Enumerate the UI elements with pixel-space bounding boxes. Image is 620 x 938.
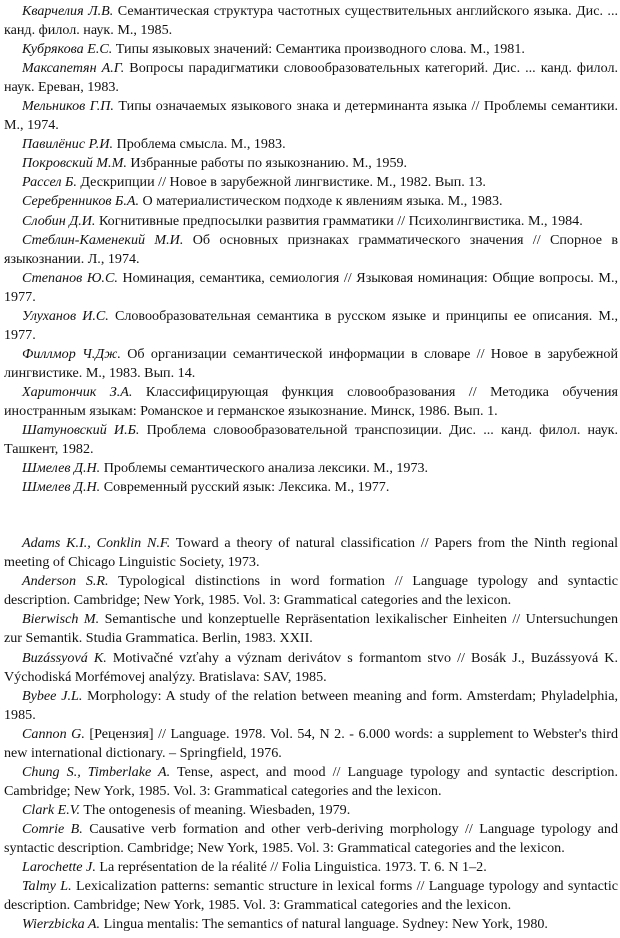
reference-entry — [4, 2, 618, 40]
reference-entry — [4, 154, 618, 173]
reference-author: Wierzbicka A. — [22, 916, 101, 933]
reference-text: Номинация, семантика, семиология // Языковая номинация: Общие вопросы. М., 1977. — [4, 269, 618, 305]
section-gap — [0, 497, 620, 534]
reference-text: Toward a theory of natural classification // Papers from the Ninth regional meeting of Chicago Linguistic Society, 1973. — [4, 535, 619, 571]
reference-entry — [4, 383, 618, 421]
reference-author: Степанов Ю.С. — [22, 269, 118, 286]
reference-text: Словообразовательная семантика в русском языке и принципы ее описания. М., 1977. — [4, 307, 618, 343]
reference-entry — [4, 801, 618, 820]
reference-text: Morphology: A study of the relation between meaning and form. Amsterdam; Phyladelphia, 1985. — [4, 687, 618, 723]
reference-author: Шмелев Д.Н. — [22, 460, 101, 477]
reference-text: Современный русский язык: Лексика. М., 1977. — [103, 479, 390, 496]
reference-author: Павилёнис Р.И. — [22, 136, 114, 153]
reference-text: Об основных признаках грамматического значения // Спорное в языкознании. Л., 1974. — [4, 231, 618, 267]
reference-entry — [4, 307, 618, 345]
reference-entry — [4, 534, 618, 572]
reference-text: Когнитивные предпосылки развития грамматики // Психолингвистика. М., 1984. — [98, 212, 583, 229]
reference-author: Adams K.I., Conklin N.F. — [22, 535, 171, 552]
reference-entry — [4, 478, 618, 497]
reference-text: Вопросы парадигматики словообразовательных категорий. Дис. ... канд. филол. наук. Ереван, 1983. — [4, 60, 619, 96]
reference-entry — [4, 421, 618, 459]
reference-text: Motivačné vzťahy a význam derivátov s formantom stvo // Bosák J., Buzássyová K. Východiská Morfémovej analýzy. Bratislava: SAV, 1985. — [4, 649, 618, 685]
reference-author: Покровский М.М. — [22, 155, 127, 172]
reference-text: Типы означаемых языкового знака и детерминанта языка // Проблемы семантики. М., 1974. — [4, 98, 619, 134]
bibliography-page — [0, 2, 620, 934]
reference-entry — [4, 572, 618, 610]
reference-entry — [4, 820, 618, 858]
reference-entry — [4, 192, 618, 211]
reference-author: Cannon G. — [22, 725, 85, 742]
reference-author: Улуханов И.С. — [22, 307, 109, 324]
reference-entry — [4, 212, 618, 231]
reference-author: Стеблин-Каменекий М.И. — [22, 231, 184, 248]
reference-entry — [4, 459, 618, 478]
reference-entry — [4, 649, 618, 687]
reference-entry — [4, 763, 618, 801]
reference-author: Chung S., Timberlake A. — [22, 763, 171, 780]
reference-author: Шмелев Д.Н. — [22, 479, 101, 496]
reference-text: [Рецензия] // Language. 1978. Vol. 54, N 2. - 6.000 words: a supplement to Webster's third new international dictionary. – Springfield, 1976. — [4, 725, 618, 761]
reference-entry — [4, 231, 618, 269]
russian-references — [0, 2, 620, 497]
reference-text: Проблемы семантического анализа лексики. М., 1973. — [103, 460, 429, 477]
reference-entry — [4, 725, 618, 763]
reference-author: Шатуновский И.Б. — [22, 422, 140, 439]
reference-entry — [4, 915, 618, 934]
reference-entry — [4, 40, 618, 59]
reference-text: Классифицирующая функция словообразования // Методика обучения иностранным языкам: Романское и германское языкознание. Минск, 1986. Вып. 1. — [4, 383, 618, 419]
reference-author: Серебренников Б.А. — [22, 193, 140, 210]
reference-entry — [4, 877, 618, 915]
reference-entry — [4, 97, 618, 135]
reference-entry — [4, 59, 618, 97]
reference-entry — [4, 135, 618, 154]
reference-author: Слобин Д.И. — [22, 212, 96, 229]
reference-text: Типы языковых значений: Семантика производного слова. М., 1981. — [115, 41, 525, 58]
reference-text: Typological distinctions in word formation // Language typology and syntactic description. Cambridge; New York, 1985. Vol. 3: Grammatical categories and the lexicon. — [4, 573, 618, 609]
reference-author: Филлмор Ч.Дж. — [22, 345, 121, 362]
reference-text: Tense, aspect, and mood // Language typology and syntactic description. Cambridge; New York, 1985. Vol. 3: Grammatical categories and the lexicon. — [4, 763, 618, 799]
reference-author: Clark E.V. — [22, 801, 81, 818]
reference-author: Bierwisch M. — [22, 611, 100, 628]
reference-author: Comrie B. — [22, 820, 83, 837]
reference-author: Bybee J.L. — [22, 687, 83, 704]
reference-entry — [4, 687, 618, 725]
reference-author: Кубрякова Е.С. — [22, 41, 113, 58]
reference-author: Anderson S.R. — [22, 573, 109, 590]
reference-author: Кварчелия Л.В. — [22, 3, 114, 19]
reference-author: Харитончик З.А. — [22, 383, 133, 400]
reference-author: Talmy L. — [22, 878, 72, 895]
reference-text: The ontogenesis of meaning. Wiesbaden, 1979. — [83, 801, 351, 818]
reference-author: Larochette J. — [22, 859, 96, 876]
reference-text: Semantische und konzeptuelle Repräsentation lexikalischer Einheiten // Untersuchungen zur Semantik. Studia Grammatica. Berlin, 1983. XXII. — [4, 611, 619, 647]
reference-entry — [4, 345, 618, 383]
reference-text: Causative verb formation and other verb-deriving morphology // Language typology and syntactic description. Cambridge; New York, 1985. Vol. 3: Grammatical categories and the lexicon. — [4, 820, 619, 856]
reference-entry — [4, 858, 618, 877]
reference-entry — [4, 269, 618, 307]
reference-author: Мельников Г.П. — [22, 98, 114, 115]
reference-text: О материалистическом подходе к явлениям языка. М., 1983. — [142, 193, 503, 210]
reference-author: Рассел Б. — [22, 174, 77, 191]
foreign-references — [0, 534, 620, 934]
reference-text: Об организации семантической информации в словаре // Новое в зарубежной лингвистике. М., 1983. Вып. 14. — [4, 345, 618, 381]
reference-text: Семантическая структура частотных существительных английского языка. Дис. ... канд. филол. наук. М., 1985. — [4, 3, 618, 39]
reference-author: Buzássyová K. — [22, 649, 107, 666]
reference-text: Проблема смысла. М., 1983. — [116, 136, 286, 153]
reference-text: Дескрипции // Новое в зарубежной лингвистике. М., 1982. Вып. 13. — [80, 174, 486, 191]
reference-text: La représentation de la réalité // Folia Linguistica. 1973. T. 6. N 1–2. — [99, 859, 487, 876]
reference-entry — [4, 173, 618, 192]
reference-entry — [4, 610, 618, 648]
reference-text: Lingua mentalis: The semantics of natural language. Sydney: New York, 1980. — [103, 916, 548, 933]
reference-text: Проблема словообразовательной транспозиции. Дис. ... канд. филол. наук. Ташкент, 1982. — [4, 422, 618, 458]
reference-author: Максапетян А.Г. — [22, 60, 125, 77]
reference-text: Lexicalization patterns: semantic structure in lexical forms // Language typology and syntactic description. Cambridge; New York, 1985. Vol. 3: Grammatical categories and the lexicon. — [4, 878, 618, 914]
reference-text: Избранные работы по языкознанию. М., 1959. — [130, 155, 408, 172]
